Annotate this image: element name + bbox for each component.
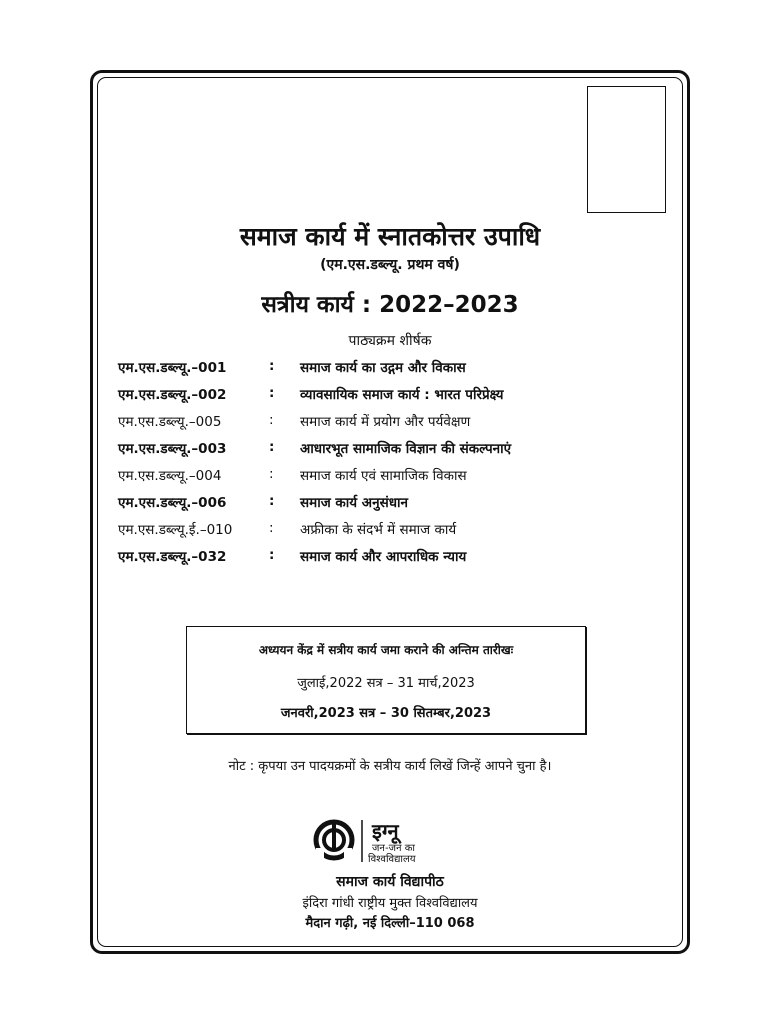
course-title-heading: पाठ्यक्रम शीर्षक (348, 333, 432, 349)
logo-tagline: जन-जन का (372, 843, 415, 854)
deadline-july-session: जुलाई,2022 सत्र – 31 मार्च,2023 (297, 676, 475, 691)
course-title: समाज कार्य और आपराधिक न्याय (300, 549, 467, 565)
note-text: नोट : कृपया उन पादयक्रमों के सत्रीय कार्य लिखें जिन्हें आपने चुना है। (228, 759, 552, 774)
deadline-january-session: जनवरी,2023 सत्र – 30 सितम्बर,2023 (280, 706, 492, 721)
university-name: इंदिरा गांधी राष्ट्रीय मुक्त विश्वविद्यालय (302, 896, 478, 911)
course-code: एम.एस.डब्ल्यू.ई.–010 (118, 522, 233, 538)
course-code: एम.एस.डब्ल्यू.–001 (118, 360, 227, 376)
course-separator: : (269, 547, 275, 563)
course-row (118, 547, 678, 571)
document-subtitle: (एम.एस.डब्ल्यू. प्रथम वर्ष) (320, 257, 460, 273)
course-code: एम.एस.डब्ल्यू.–002 (118, 387, 227, 403)
photo-box (587, 86, 666, 213)
deadline-heading: अध्ययन केंद्र में सत्रीय कार्य जमा कराने की अन्तिम तारीखः (258, 643, 514, 657)
course-title: समाज कार्य में प्रयोग और पर्यवेक्षण (300, 414, 471, 430)
course-row (118, 385, 678, 409)
course-title: अफ्रीका के संदर्भ में समाज कार्य (300, 522, 457, 538)
course-row (118, 466, 678, 490)
course-separator: : (269, 466, 274, 482)
course-separator: : (269, 439, 275, 455)
course-separator: : (269, 493, 275, 509)
course-separator: : (269, 358, 275, 374)
deadline-box (186, 626, 586, 734)
logo-name: इग्नू (372, 819, 399, 843)
course-row (118, 412, 678, 436)
ignou-logo (312, 818, 472, 864)
course-title: समाज कार्य का उद्गम और विकास (300, 360, 466, 376)
course-title: व्यावसायिक समाज कार्य : भारत परिप्रेक्ष्य (300, 387, 504, 403)
university-address: मैदान गढ़ी, नई दिल्ली–110 068 (305, 916, 475, 931)
course-row (118, 520, 678, 544)
course-code: एम.एस.डब्ल्यू.–005 (118, 414, 222, 430)
course-separator: : (269, 385, 275, 401)
course-code: एम.एस.डब्ल्यू.–003 (118, 441, 227, 457)
course-separator: : (269, 412, 274, 428)
course-title: आधारभूत सामाजिक विज्ञान की संकल्पनाएं (300, 441, 512, 457)
course-row (118, 493, 678, 517)
course-separator: : (269, 520, 274, 536)
course-code: एम.एस.डब्ल्यू.–006 (118, 495, 227, 511)
course-code: एम.एस.डब्ल्यू.–032 (118, 549, 227, 565)
course-title: समाज कार्य अनुसंधान (300, 495, 409, 511)
course-row (118, 358, 678, 382)
course-title: समाज कार्य एवं सामाजिक विकास (300, 468, 467, 484)
logo-tagline-2: विश्वविद्यालय (368, 854, 416, 864)
course-row (118, 439, 678, 463)
assignment-heading: सत्रीय कार्य : 2022–2023 (261, 292, 519, 318)
document-title: समाज कार्य में स्नातकोत्तर उपाधि (239, 222, 541, 251)
school-name: समाज कार्य विद्यापीठ (336, 874, 444, 890)
course-code: एम.एस.डब्ल्यू.–004 (118, 468, 222, 484)
ignou-logo-icon (312, 818, 472, 864)
